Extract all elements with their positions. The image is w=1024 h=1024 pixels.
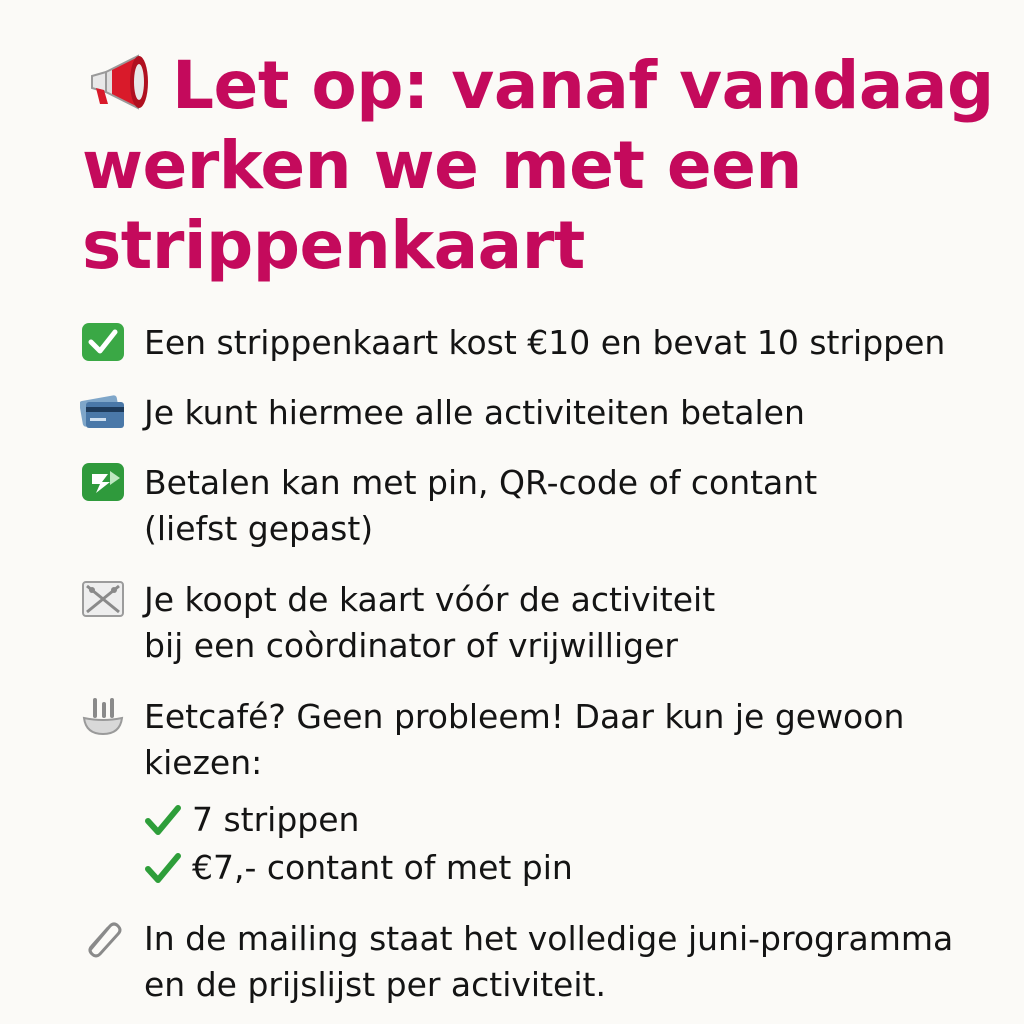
check-mark-icon	[144, 851, 182, 885]
item-text: Een strippenkaart kost €10 en bevat 10 strippen	[144, 323, 946, 362]
cutlery-bowl-icon	[80, 696, 126, 736]
title-line-1: Let op: vanaf vandaag	[172, 47, 994, 124]
item-text: Je kunt hiermee alle activiteiten betalen	[144, 393, 805, 432]
item-text-line-2: kiezen:	[144, 743, 263, 782]
item-text-line-1: Betalen kan met pin, QR-code of contant	[144, 463, 818, 502]
title-line-2: werken we met een	[82, 127, 802, 204]
item-text-line-2: bij een coòrdinator of vrijwilliger	[144, 626, 678, 665]
credit-card-icon	[80, 392, 126, 432]
check-mark-icon	[144, 803, 182, 837]
choice-item	[144, 797, 359, 843]
ticket-icon	[80, 579, 126, 619]
page-title	[82, 46, 994, 286]
title-line-3: strippenkaart	[82, 207, 585, 284]
megaphone-icon	[82, 50, 154, 114]
item-text-line-2: (liefst gepast)	[144, 509, 374, 548]
item-text-line-1: Eetcafé? Geen probleem! Daar kun je gewoon	[144, 697, 905, 736]
item-text-line-1: Je koopt de kaart vóór de activiteit	[144, 580, 716, 619]
choice-item	[144, 845, 573, 891]
paperclip-icon	[80, 918, 126, 958]
check-mark-button-icon	[80, 322, 126, 362]
choice-label: 7 strippen	[192, 800, 360, 839]
currency-exchange-icon	[80, 462, 126, 502]
item-text-line-2: en de prijslijst per activiteit.	[144, 965, 606, 1004]
choice-label: €7,- contant of met pin	[192, 848, 573, 887]
item-text-line-1: In de mailing staat het volledige juni-programma	[144, 919, 954, 958]
